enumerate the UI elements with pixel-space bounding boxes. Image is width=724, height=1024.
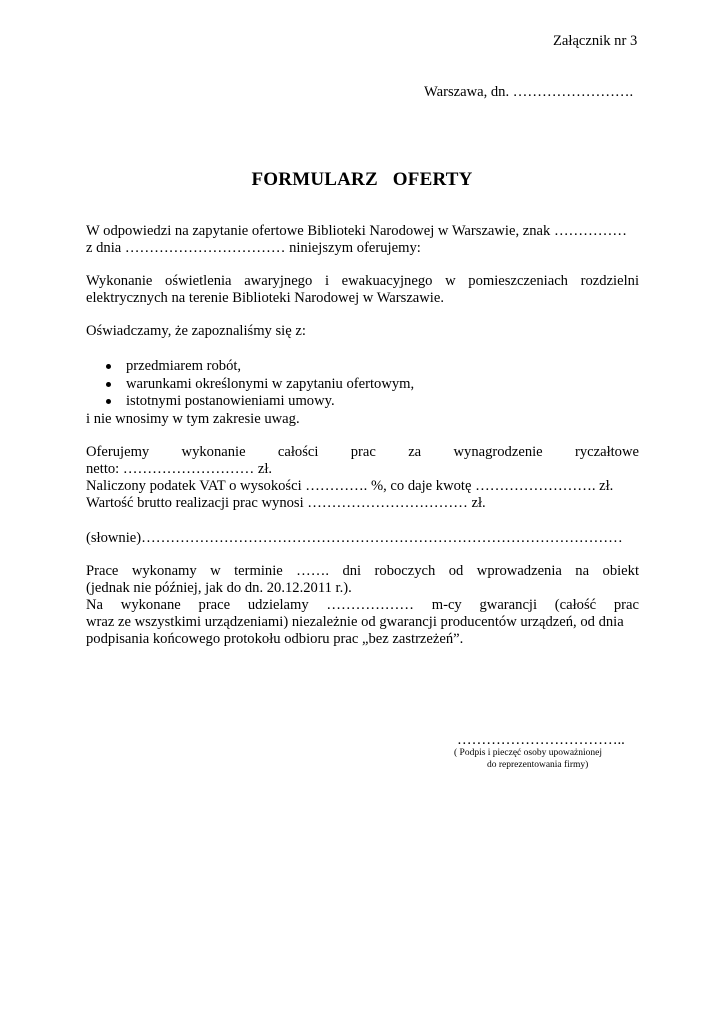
terms-line-2: (jednak nie później, jak do dn. 20.12.2011 r.). — [86, 580, 352, 596]
terms-line-1: Prace wykonamy w terminie ……. dni roboczych od wprowadzenia na obiekt — [86, 563, 639, 579]
place-date: Warszawa, dn. ……………………. — [424, 84, 634, 100]
amount-in-words: (słownie)……………………………………………………………………………………… — [86, 530, 623, 546]
signature-caption-2: do reprezentowania firmy) — [487, 760, 589, 770]
list-item: istotnymi postanowieniami umowy. — [104, 393, 414, 411]
intro-line-1: W odpowiedzi na zapytanie ofertowe Biblioteki Narodowej w Warszawie, znak …………… — [86, 223, 627, 239]
pricing-line-1: Oferujemy wykonanie całości prac za wynagrodzenie ryczałtowe — [86, 444, 639, 460]
declaration-list — [104, 358, 414, 411]
declaration-heading: Oświadczamy, że zapoznaliśmy się z: — [86, 323, 306, 339]
vat-line: Naliczony podatek VAT o wysokości …………. %, co daje kwotę ……………………. zł. — [86, 478, 614, 494]
declaration-footer: i nie wnosimy w tym zakresie uwag. — [86, 411, 300, 427]
signature-caption-1: ( Podpis i pieczęć osoby upoważnionej — [454, 748, 603, 758]
signature-line: …………………………….. — [457, 732, 625, 748]
attachment-label: Załącznik nr 3 — [553, 33, 638, 49]
scope-line-1: Wykonanie oświetlenia awaryjnego i ewakuacyjnego w pomieszczeniach rozdzielni — [86, 273, 639, 289]
intro-line-2: z dnia …………………………… niniejszym oferujemy: — [86, 240, 421, 256]
list-item: warunkami określonymi w zapytaniu ofertowym, — [104, 376, 414, 394]
terms-line-3: Na wykonane prace udzielamy ……………… m-cy gwarancji (całość prac — [86, 597, 639, 613]
scope-line-2: elektrycznych na terenie Biblioteki Narodowej w Warszawie. — [86, 290, 444, 306]
terms-line-4: wraz ze wszystkimi urządzeniami) niezależnie od gwarancji producentów urządzeń, od dnia — [86, 614, 624, 630]
list-item: przedmiarem robót, — [104, 358, 414, 376]
terms-line-5: podpisania końcowego protokołu odbioru prac „bez zastrzeżeń”. — [86, 631, 464, 647]
page-title: FORMULARZ OFERTY — [251, 169, 473, 190]
net-amount-line: netto: ……………………… zł. — [86, 461, 273, 477]
gross-amount-line: Wartość brutto realizacji prac wynosi …………………………… zł. — [86, 495, 486, 511]
